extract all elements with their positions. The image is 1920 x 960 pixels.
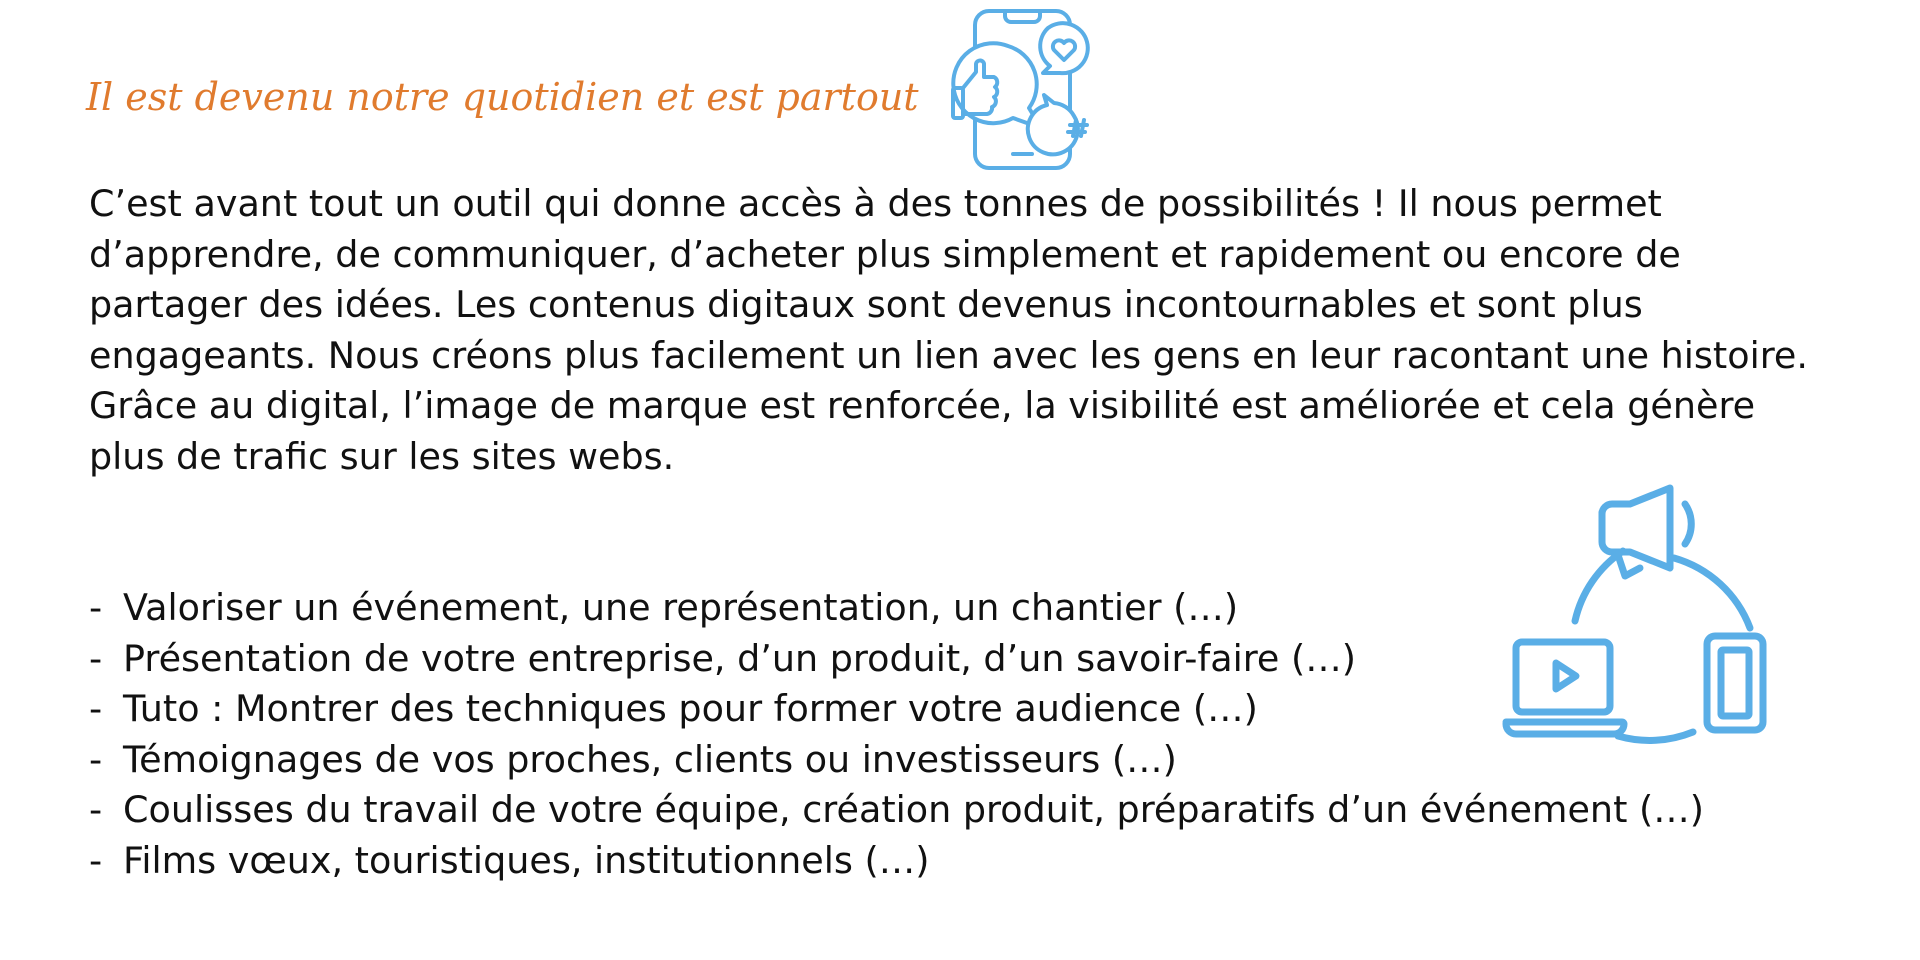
smartphone-social-media-icon xyxy=(940,8,1110,173)
list-item-text: Présentation de votre entreprise, d’un produit, d’un savoir-faire (…) xyxy=(123,636,1356,680)
paragraph-line: Grâce au digital, l’image de marque est renforcée, la visibilité est améliorée et cela génère xyxy=(89,384,1756,427)
paragraph-line: engageants. Nous créons plus facilement un lien avec les gens en leur racontant une histoire. xyxy=(89,333,1808,377)
list-item xyxy=(89,785,1704,836)
bullet-dash: - xyxy=(89,687,103,730)
page-heading: Il est devenu notre quotidien et est partout xyxy=(86,75,919,119)
list-item xyxy=(89,634,1704,685)
bullet-list xyxy=(89,583,1704,886)
list-item-text: Témoignages de vos proches, clients ou investisseurs (…) xyxy=(123,737,1177,781)
bullet-dash: - xyxy=(89,636,103,680)
intro-paragraph xyxy=(89,179,1889,482)
list-item-text: Valoriser un événement, une représentation, un chantier (…) xyxy=(123,586,1239,629)
bullet-dash: - xyxy=(89,838,103,882)
list-item xyxy=(89,583,1704,634)
paragraph-line: plus de trafic sur les sites webs. xyxy=(89,434,675,478)
list-item-text: Tuto : Montrer des techniques pour former votre audience (…) xyxy=(123,687,1258,730)
list-item-text: Films vœux, touristiques, institutionnels (…) xyxy=(123,838,930,882)
list-item xyxy=(89,836,1704,887)
bullet-dash: - xyxy=(89,788,103,831)
paragraph-line: d’apprendre, de communiquer, d’acheter plus simplement et rapidement ou encore de xyxy=(89,232,1681,276)
list-item-text: Coulisses du travail de votre équipe, création produit, préparatifs d’un événement (…) xyxy=(123,788,1704,831)
list-item xyxy=(89,735,1704,786)
paragraph-line: C’est avant tout un outil qui donne accès à des tonnes de possibilités ! Il nous permet xyxy=(89,182,1662,225)
bullet-dash: - xyxy=(89,737,103,781)
bullet-dash: - xyxy=(89,586,103,629)
paragraph-line: partager des idées. Les contenus digitaux sont devenus incontournables et sont plus xyxy=(89,283,1643,326)
list-item xyxy=(89,684,1704,735)
